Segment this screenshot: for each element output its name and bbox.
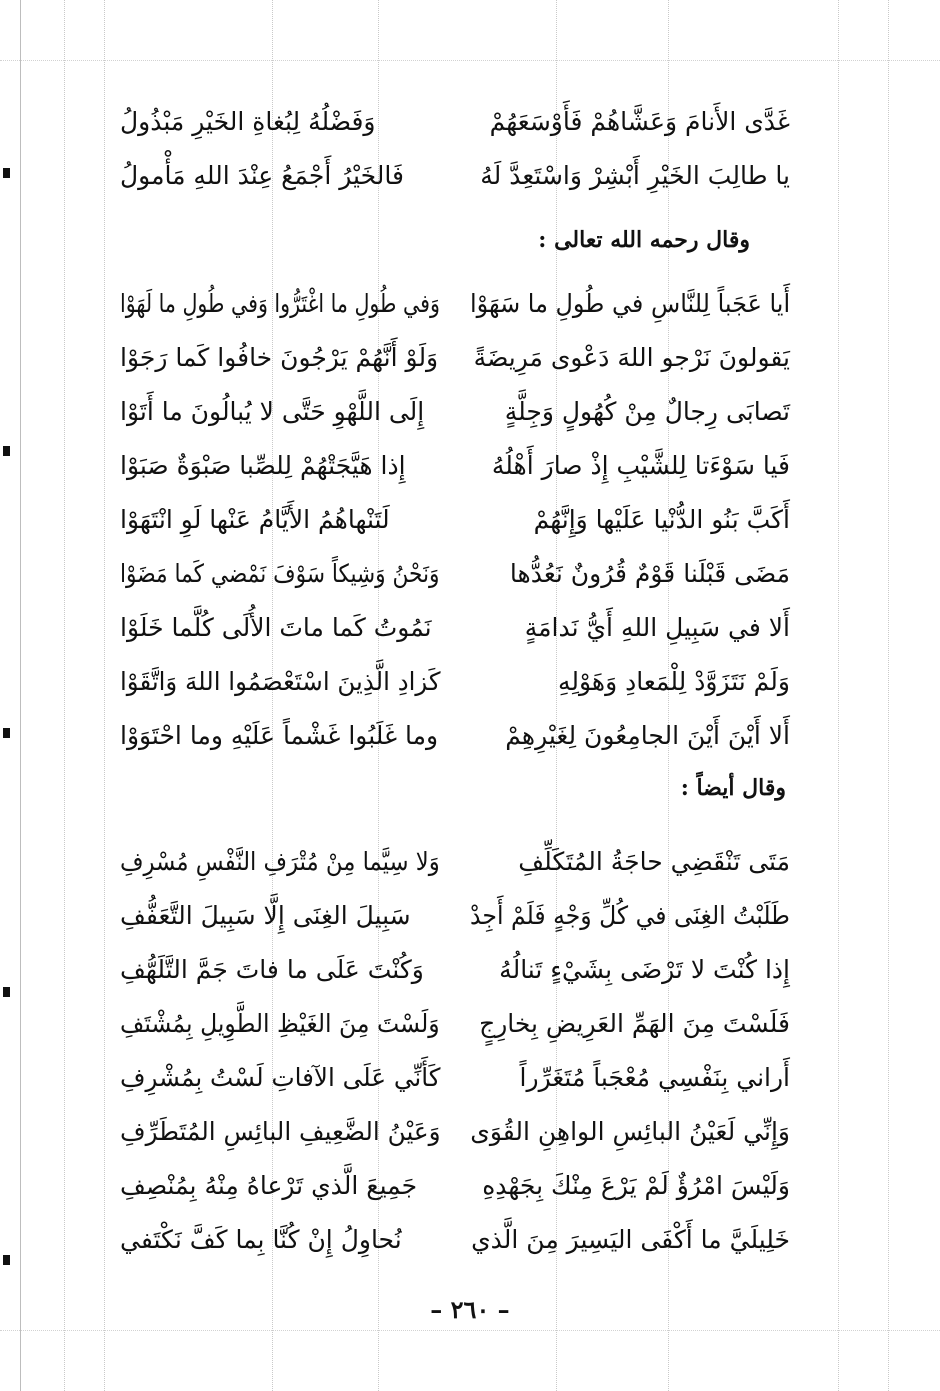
first-hemistich: أَراني بِنَفْسِي مُعْجَباً مُتَغَرِّراً [519, 1063, 790, 1092]
guide-line-horizontal [0, 1330, 940, 1331]
verse-line [120, 997, 790, 1051]
verse-line [120, 547, 790, 601]
margin-mark [3, 1255, 10, 1265]
first-hemistich: فَلَسْتَ مِنَ الهَمِّ العَرِيضِ بِخارِجٍ [479, 1009, 790, 1038]
verse-line [120, 709, 790, 763]
first-hemistich: يَقولونَ نَرْجو اللهَ دَعْوى مَرِيضَةً [473, 343, 790, 372]
verse-line [120, 655, 790, 709]
second-hemistich: إِذا هَيَّجَتْهُمْ لِلصِّبا صَبْوَةٌ صَبَوْا [120, 451, 406, 480]
guide-line [888, 0, 889, 1391]
first-hemistich: إِذا كُنْتَ لا تَرْضَى بِشَيْءٍ تَنالُهُ [499, 955, 790, 984]
verse-line [120, 331, 790, 385]
first-hemistich: تَصابَى رِجالٌ مِنْ كُهُولٍ وَجِلَّةٍ [504, 397, 790, 426]
second-hemistich: نَمُوتُ كَما ماتَ الأُلَى كُلَّما خَلَوْا [120, 613, 432, 642]
verse-line [120, 385, 790, 439]
poem-2 [120, 215, 790, 763]
second-hemistich: سَبِيلَ الغِنَى إِلَّا سَبِيلَ التَّعَفُّفِ [120, 901, 411, 930]
second-hemistich: نُحاوِلُ إِنْ كُنَّا بِما كَفَّ نَكْتَفي [120, 1225, 402, 1254]
verse-line [120, 601, 790, 655]
first-hemistich: طَلَبْتُ الغِنَى في كُلِّ وَجْهٍ فَلَمْ أَجِدْ [470, 901, 790, 930]
first-hemistich: خَلِيلَيَّ ما أَكْفَى اليَسِيرَ مِنَ الَّذي [471, 1225, 790, 1254]
first-hemistich: مَضَى قَبْلَنا قَوْمٌ قُرُونٌ نَعُدُّها [509, 559, 790, 588]
verse-line [120, 1051, 790, 1105]
verse-line [120, 95, 790, 149]
verse-line [120, 149, 790, 203]
margin-mark [3, 987, 10, 997]
second-hemistich: وَفَضْلُهُ لِبُغاةِ الخَيْرِ مَبْذُولُ [120, 107, 376, 136]
verse-line [120, 1105, 790, 1159]
first-hemistich: أَلا أَيْنَ أَيْنَ الجامِعُونَ لِغَيْرِهِمْ [505, 721, 790, 750]
margin-mark [3, 168, 10, 178]
verse-line [120, 943, 790, 997]
second-hemistich: وَفي طُولِ ما اغْتَرُّوا وَفي طُولِ ما لَهَوْا [120, 289, 440, 318]
guide-line [104, 0, 105, 1391]
poem-heading: وقال رحمه الله تعالى : [538, 227, 750, 253]
second-hemistich: إِلَى اللَّهْوِ حَتَّى لا يُبالُونَ ما أَتَوْا [120, 397, 425, 426]
verse-line [120, 493, 790, 547]
second-hemistich: جَمِيعَ الَّذي تَرْعاهُ مِنْهُ بِمُنْصِفِ [120, 1171, 418, 1200]
poem-3 [120, 763, 790, 1267]
first-hemistich: وَإِنِّي لَعَيْنُ البائِسِ الواهِنِ القُوَى [470, 1117, 790, 1146]
second-hemistich: لَتَنْهاهُمُ الأَيَّامُ عَنْها لَوِ انْتَهَوْا [120, 505, 390, 534]
second-hemistich: وَنَحْنُ وَشِيكاً سَوْفَ نَمْضي كَما مَضَوْا [120, 559, 440, 588]
verse-line [120, 277, 790, 331]
guide-line [64, 0, 65, 1391]
second-hemistich: وما غَلَبُوا غَشْماً عَلَيْهِ وما احْتَوَوْا [120, 721, 439, 750]
first-hemistich: مَتَى تَنْقَضِي حاجَةُ المُتَكَلِّفِ [518, 847, 790, 876]
book-page [120, 95, 790, 1267]
verse-line [120, 1159, 790, 1213]
first-hemistich: أَلا في سَبِيلِ اللهِ أَيُّ نَدامَةٍ [524, 613, 790, 642]
guide-line [838, 0, 839, 1391]
second-hemistich: وَعَيْنُ الضَّعِيفِ البائِسِ المُتَطَرِّفِ [120, 1117, 441, 1146]
first-hemistich: أَكَبَّ بَنُو الدُّنْيا عَلَيْها وَإِنَّهُمْ [533, 505, 790, 534]
poem-1 [120, 95, 790, 203]
first-hemistich: يا طالِبَ الخَيْرِ أَبْشِرْ وَاسْتَعِدَّ لَهُ [480, 161, 790, 190]
second-hemistich: فَالخَيْرُ أَجْمَعُ عِنْدَ اللهِ مَأْمولُ [120, 161, 404, 190]
second-hemistich: كَزادِ الَّذِينَ اسْتَعْصَمُوا اللهَ وَاتَّقَوْا [120, 667, 441, 696]
second-hemistich: وَلَوْ أَنَّهُمْ يَرْجُونَ خافُوا كَما رَجَوْا [120, 343, 439, 372]
second-hemistich: كَأَنِّي عَلَى الآفاتِ لَسْتُ بِمُشْرِفِ [120, 1063, 441, 1092]
verse-line [120, 439, 790, 493]
second-hemistich: وَلا سِيَّما مِنْ مُتْرَفِ النَّفْسِ مُسْرِفِ [120, 847, 440, 876]
margin-mark [3, 446, 10, 456]
second-hemistich: وَكُنْتَ عَلَى ما فاتَ جَمَّ التَّلَهُّفِ [120, 955, 424, 984]
verse-line [120, 1213, 790, 1267]
first-hemistich: وَلَمْ نَتَزَوَّدْ لِلْمَعادِ وَهَوْلِهِ [557, 667, 790, 696]
poem-heading: وقال أيضاً : [680, 775, 786, 801]
first-hemistich: غَدَّى الأَنامَ وَعَشَّاهُمْ فَأَوْسَعَهُمْ [489, 107, 790, 136]
second-hemistich: وَلَسْتَ مِنَ الغَيْظِ الطَّوِيلِ بِمُشْتَفِ [120, 1009, 440, 1038]
page-number: – ٢٦٠ – [430, 1295, 510, 1324]
first-hemistich: أَيا عَجَباً لِلنَّاسِ في طُولِ ما سَهَوْا [469, 289, 790, 318]
margin-rule-left [20, 0, 21, 1391]
verse-line [120, 889, 790, 943]
guide-line-horizontal [0, 60, 940, 61]
first-hemistich: فَيا سَوْءَتا لِلشَّيْبِ إِذْ صارَ أَهْلُهُ [491, 451, 790, 480]
first-hemistich: وَلَيْسَ امْرُؤٌ لَمْ يَرْعَ مِنْكَ بِجَهْدِهِ [482, 1171, 790, 1200]
margin-mark [3, 728, 10, 738]
verse-line [120, 835, 790, 889]
